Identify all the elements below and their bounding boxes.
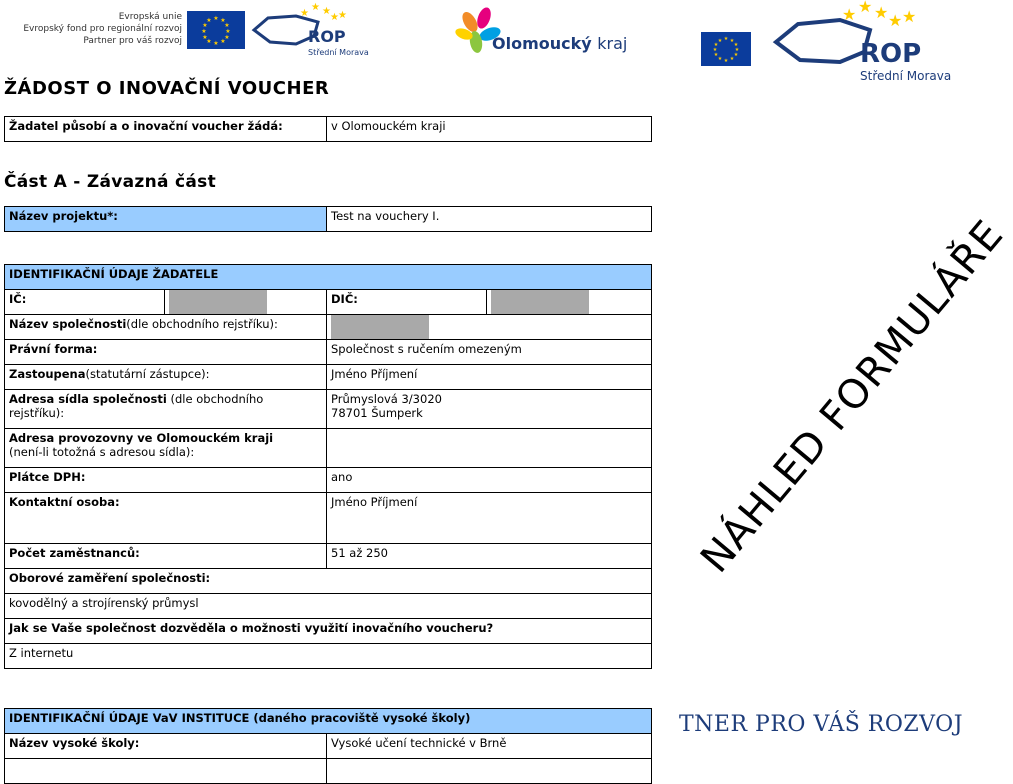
- svg-text:★: ★: [338, 10, 347, 21]
- branch-label-note: (není-li totožná s adresou sídla):: [9, 445, 195, 459]
- representative-value: Jméno Příjmení: [327, 365, 652, 390]
- branch-value: [327, 429, 652, 468]
- table-row: [5, 468, 652, 493]
- eu-line-1: Evropská unie: [118, 12, 182, 22]
- contact-value: Jméno Příjmení: [327, 493, 652, 544]
- company-label-text: Název společnosti: [9, 317, 127, 331]
- legal-form-label: Právní forma:: [5, 340, 327, 365]
- table-row: [5, 569, 652, 594]
- table-row: [5, 207, 652, 232]
- svg-text:★: ★: [734, 47, 740, 53]
- company-value: [327, 315, 652, 340]
- svg-text:★: ★: [213, 15, 219, 22]
- table-row: [5, 117, 652, 142]
- rep-label-text: Zastoupena: [9, 367, 86, 381]
- seat-line-2: 78701 Šumperk: [331, 406, 423, 420]
- svg-text:★: ★: [723, 58, 729, 64]
- svg-text:★: ★: [729, 56, 735, 62]
- table-row: [5, 340, 652, 365]
- olo-bold: Olomoucký: [492, 34, 592, 53]
- svg-text:★: ★: [902, 7, 917, 26]
- table-row: [5, 390, 652, 429]
- svg-text:★: ★: [206, 17, 212, 24]
- svg-text:★: ★: [723, 36, 729, 42]
- school-value: Vysoké učení technické v Brně: [327, 734, 652, 759]
- rop-logo-small: [248, 0, 378, 60]
- rop-big-sub: Střední Morava: [860, 69, 952, 83]
- vat-value: ano: [327, 468, 652, 493]
- eu-flag-big-icon: [701, 32, 751, 66]
- table-row: [5, 734, 652, 759]
- svg-text:★: ★: [712, 47, 718, 53]
- dic-label: DIČ:: [327, 290, 487, 315]
- rep-label-note: (statutární zástupce):: [85, 367, 210, 381]
- svg-text:★: ★: [224, 34, 230, 41]
- table-row: [5, 759, 652, 784]
- svg-text:★: ★: [206, 38, 212, 45]
- employees-value: 51 až 250: [327, 544, 652, 569]
- seat-line-1: Průmyslová 3/3020: [331, 392, 442, 406]
- seat-label-text: Adresa sídla společnosti: [9, 392, 167, 406]
- rop-logo-big: [770, 0, 960, 88]
- partner-banner: TNER PRO VÁŠ ROZVOJ: [679, 712, 964, 737]
- svg-text:★: ★: [202, 34, 208, 41]
- project-label: Název projektu*:: [5, 207, 327, 232]
- svg-text:★: ★: [224, 22, 230, 29]
- table-row: [5, 429, 652, 468]
- source-value: Z internetu: [5, 644, 652, 669]
- next-row-label: [5, 759, 327, 784]
- branch-label: [5, 429, 327, 468]
- svg-text:★: ★: [729, 38, 735, 44]
- document-title: ŽÁDOST O INOVAČNÍ VOUCHER: [4, 78, 330, 99]
- svg-text:★: ★: [717, 38, 723, 44]
- svg-text:★: ★: [300, 8, 309, 19]
- svg-text:★: ★: [225, 28, 231, 35]
- redacted-block: [491, 290, 589, 314]
- table-row: [5, 709, 652, 734]
- seat-label: [5, 390, 327, 429]
- region-value: v Olomouckém kraji: [327, 117, 652, 142]
- table-row: [5, 265, 652, 290]
- redacted-block: [331, 315, 429, 339]
- rop-small-word: ROP: [308, 27, 346, 46]
- dic-value: [487, 290, 652, 315]
- ic-value: [165, 290, 327, 315]
- svg-text:★: ★: [330, 12, 339, 23]
- olo-light: kraj: [597, 34, 628, 53]
- institution-heading: IDENTIFIKAČNÍ ÚDAJE VaV INSTITUCE (daného pracoviště vysoké školy): [5, 709, 652, 734]
- representative-label: [5, 365, 327, 390]
- ic-label: IČ:: [5, 290, 165, 315]
- svg-text:★: ★: [713, 52, 719, 58]
- svg-text:★: ★: [717, 56, 723, 62]
- institution-table: [4, 708, 652, 784]
- table-row: [5, 365, 652, 390]
- svg-text:★: ★: [213, 40, 219, 47]
- olomoucky-kraj-wordmark: [492, 34, 627, 53]
- eu-flag-icon: [187, 11, 245, 49]
- seat-label-note: (dle obchodního rejstříku):: [9, 392, 264, 420]
- svg-text:★: ★: [202, 22, 208, 29]
- project-table: [4, 206, 652, 232]
- school-label: Název vysoké školy:: [5, 734, 327, 759]
- svg-text:★: ★: [322, 6, 331, 17]
- section-a-title: Část A - Závazná část: [4, 172, 216, 192]
- employees-label: Počet zaměstnanců:: [5, 544, 327, 569]
- eu-text: [10, 11, 182, 47]
- branch-label-text: Adresa provozovny ve Olomouckém kraji: [9, 431, 274, 445]
- project-value: Test na vouchery I.: [327, 207, 652, 232]
- svg-text:★: ★: [220, 38, 226, 45]
- table-row: [5, 315, 652, 340]
- logo-bar: [0, 0, 960, 83]
- company-label: [5, 315, 327, 340]
- svg-text:★: ★: [874, 3, 889, 22]
- legal-form-value: Společnost s ručením omezeným: [327, 340, 652, 365]
- svg-text:★: ★: [733, 52, 739, 58]
- svg-text:★: ★: [311, 2, 320, 13]
- eu-line-3: Partner pro váš rozvoj: [83, 36, 182, 46]
- table-row: [5, 619, 652, 644]
- contact-label: Kontaktní osoba:: [5, 493, 327, 544]
- vat-label: Plátce DPH:: [5, 468, 327, 493]
- svg-text:★: ★: [713, 42, 719, 48]
- svg-text:★: ★: [842, 5, 857, 24]
- table-row: [5, 290, 652, 315]
- rop-big-word: ROP: [860, 39, 922, 69]
- svg-text:★: ★: [858, 0, 873, 16]
- region-label: Žadatel působí a o inovační voucher žádá:: [5, 117, 327, 142]
- rop-small-sub: Střední Morava: [308, 48, 369, 57]
- table-row: [5, 493, 652, 544]
- applicant-table: [4, 264, 652, 669]
- svg-text:★: ★: [220, 17, 226, 24]
- table-row: [5, 644, 652, 669]
- preview-watermark: NÁHLED FORMULÁŘE: [692, 211, 1013, 582]
- sector-value: kovodělný a strojírenský průmysl: [5, 594, 652, 619]
- seat-value: [327, 390, 652, 429]
- company-label-note: (dle obchodního rejstříku):: [126, 317, 278, 331]
- source-label: Jak se Vaše společnost dozvěděla o možnosti využití inovačního voucheru?: [5, 619, 652, 644]
- region-table: [4, 116, 652, 142]
- table-row: [5, 594, 652, 619]
- sector-label: Oborové zaměření společnosti:: [5, 569, 652, 594]
- svg-text:★: ★: [733, 42, 739, 48]
- eu-line-2: Evropský fond pro regionální rozvoj: [23, 24, 182, 34]
- svg-text:★: ★: [888, 11, 903, 30]
- next-row-value: [327, 759, 652, 784]
- table-row: [5, 544, 652, 569]
- redacted-block: [169, 290, 267, 314]
- applicant-heading: IDENTIFIKAČNÍ ÚDAJE ŽADATELE: [5, 265, 652, 290]
- svg-text:★: ★: [201, 28, 207, 35]
